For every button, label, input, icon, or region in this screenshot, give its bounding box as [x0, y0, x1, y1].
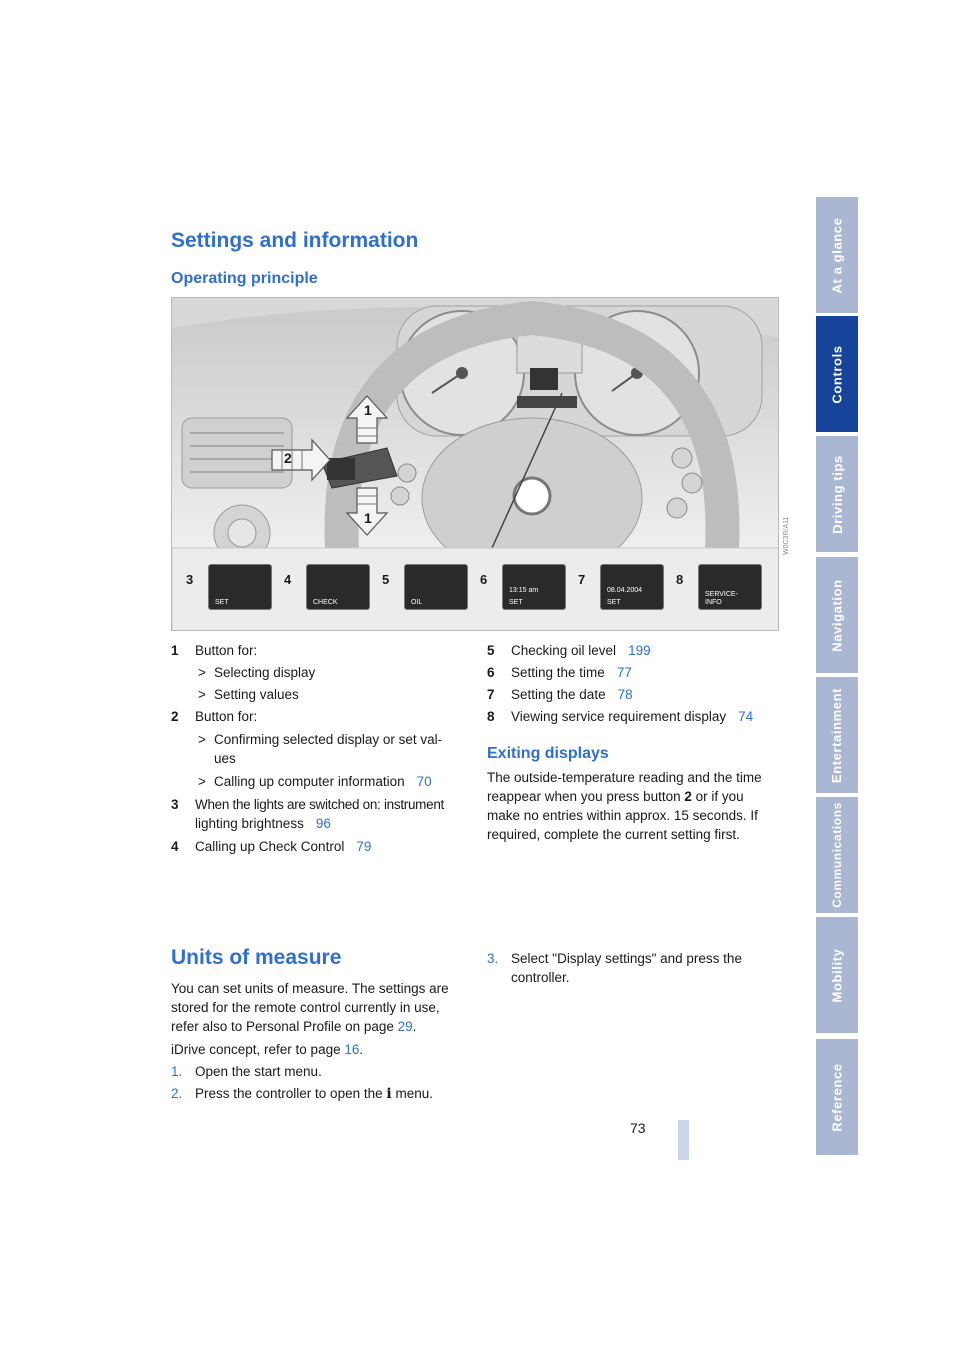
line: make no entries within approx. 15 seconds. If	[487, 808, 758, 823]
item-number: 4	[171, 839, 179, 854]
tab-label: Controls	[829, 344, 845, 404]
tab-mobility[interactable]	[816, 917, 858, 1035]
tab-label: Driving tips	[829, 454, 845, 534]
item-text: Setting the time	[511, 665, 605, 680]
panel-number: 5	[382, 572, 390, 587]
exiting-paragraph	[487, 768, 787, 844]
tab-label: Navigation	[829, 578, 845, 652]
panel-label: CHECK	[313, 599, 338, 606]
panel-5	[382, 564, 470, 619]
step-text-cont: controller.	[511, 970, 570, 985]
panel-screen-text: 13:15 am	[509, 587, 539, 594]
tab-reference[interactable]	[816, 1039, 858, 1157]
tab-at-a-glance[interactable]	[816, 197, 858, 315]
callout-1-top: 1	[364, 402, 372, 418]
line: reappear when you press button	[487, 789, 685, 804]
legend-item-8	[487, 706, 787, 728]
units-paragraph	[171, 979, 471, 1036]
legend-left-column	[171, 640, 471, 858]
line: required, complete the current setting first.	[487, 827, 740, 842]
tab-entertainment[interactable]	[816, 677, 858, 795]
item-number: 8	[487, 709, 495, 724]
step-1	[171, 1061, 471, 1083]
item-text: Checking oil level	[511, 643, 617, 658]
info-menu-icon: i	[386, 1086, 392, 1102]
section-title-settings: Settings and information	[171, 229, 419, 252]
step-number: 1.	[171, 1064, 183, 1079]
panel-7	[578, 564, 666, 619]
line: You can set units of measure. The settings are	[171, 981, 449, 996]
legend-item-1	[171, 640, 471, 662]
panel-3	[186, 564, 274, 619]
bullet-mark: >	[198, 774, 206, 789]
item-number: 2	[171, 709, 179, 724]
section-title-units: Units of measure	[171, 946, 342, 969]
bullet-text: Setting values	[214, 687, 299, 702]
page-ref-link[interactable]: 70	[416, 774, 432, 789]
units-steps	[171, 1061, 471, 1105]
step-text: Select "Display settings" and press the	[511, 951, 742, 966]
panel-4	[284, 564, 372, 619]
page-ref-link[interactable]: 199	[628, 643, 651, 658]
bullet	[171, 771, 471, 793]
line: or if you	[691, 789, 744, 804]
line: .	[359, 1042, 364, 1057]
item-text: Setting the date	[511, 687, 606, 702]
tab-label: Entertainment	[829, 687, 845, 783]
tab-driving-tips[interactable]	[816, 436, 858, 554]
dashboard-illustration	[171, 297, 779, 631]
item-number: 3	[171, 797, 179, 812]
line: .	[412, 1019, 417, 1034]
bullet	[171, 662, 471, 684]
panel-screen	[600, 564, 664, 610]
subsection-title-exiting-displays: Exiting displays	[487, 745, 609, 762]
panel-number: 7	[578, 572, 586, 587]
item-number: 5	[487, 643, 495, 658]
step-text: menu.	[391, 1086, 433, 1101]
panel-screen	[404, 564, 468, 610]
item-text: Button for:	[195, 643, 258, 658]
callout-1-bottom: 1	[364, 510, 372, 526]
panel-screen	[502, 564, 566, 610]
legend-item-3	[171, 793, 471, 833]
legend-item-6	[487, 662, 787, 684]
item-number: 6	[487, 665, 495, 680]
step-text: Open the start menu.	[195, 1064, 322, 1079]
line: refer also to Personal Profile on page	[171, 1019, 398, 1034]
line: iDrive concept, refer to page	[171, 1042, 345, 1057]
display-panel-row	[172, 554, 779, 624]
idrive-paragraph	[171, 1040, 471, 1059]
legend-item-2	[171, 706, 471, 728]
panel-number: 8	[676, 572, 684, 587]
tab-navigation[interactable]	[816, 557, 858, 675]
panel-label: SET	[607, 599, 621, 606]
tab-communications[interactable]	[816, 797, 858, 915]
bullet	[171, 684, 471, 706]
item-text: Viewing service requirement display	[511, 709, 727, 724]
panel-screen	[208, 564, 272, 610]
panel-screen	[306, 564, 370, 610]
bullet	[171, 728, 471, 768]
step-number: 3.	[487, 951, 499, 966]
page-ref-link[interactable]: 74	[738, 709, 754, 724]
tab-label: Mobility	[829, 948, 845, 1002]
chapter-tabs	[816, 197, 858, 1160]
tab-label: Communications	[830, 802, 844, 908]
page-ref-link[interactable]: 16	[344, 1042, 360, 1057]
panel-screen-text: 08.04.2004	[607, 587, 643, 594]
units-steps-right	[487, 949, 787, 987]
panel-6	[480, 564, 568, 619]
bullet-text: Selecting display	[214, 665, 316, 680]
bullet-mark: >	[198, 665, 206, 680]
item-text-cont: lighting brightness	[195, 816, 304, 831]
panel-label: SERVICE- INFO	[705, 591, 738, 606]
button-ref: 2	[684, 789, 692, 804]
bullet-text: Calling up computer information	[214, 774, 405, 789]
legend-item-5	[487, 640, 787, 662]
subsection-title-operating-principle: Operating principle	[171, 270, 318, 287]
panel-8	[676, 564, 764, 619]
step-number: 2.	[171, 1086, 183, 1101]
panel-number: 6	[480, 572, 488, 587]
item-number: 1	[171, 643, 179, 658]
legend-item-4	[171, 836, 471, 858]
bullet-mark: >	[198, 732, 206, 747]
tab-label: At a glance	[829, 217, 845, 293]
item-text: When the lights are switched on: instrument	[195, 797, 444, 812]
tab-label: Reference	[829, 1062, 845, 1132]
panel-number: 3	[186, 572, 194, 587]
line: The outside-temperature reading and the time	[487, 770, 762, 785]
page-ref-link[interactable]: 77	[616, 665, 632, 680]
bullet-text-cont: ues	[214, 751, 236, 766]
panel-label: OIL	[411, 599, 423, 606]
page-number: 73	[630, 1120, 646, 1136]
page-ref-link[interactable]: 79	[356, 839, 372, 854]
bullet-mark: >	[198, 687, 206, 702]
page-ref-link[interactable]: 96	[315, 816, 331, 831]
page-ref-link[interactable]: 78	[617, 687, 633, 702]
step-2	[171, 1083, 471, 1105]
item-number: 7	[487, 687, 495, 702]
panel-screen	[698, 564, 762, 610]
line: stored for the remote control currently in use,	[171, 1000, 440, 1015]
step-text: Press the controller to open the	[195, 1086, 387, 1101]
page-number-bar	[678, 1120, 689, 1160]
legend-item-7	[487, 684, 787, 706]
bullet-text: Confirming selected display or set val-	[214, 732, 443, 747]
legend-right-column	[487, 640, 787, 728]
item-text: Calling up Check Control	[195, 839, 345, 854]
step-3	[487, 949, 787, 987]
item-text: Button for:	[195, 709, 258, 724]
page-ref-link[interactable]: 29	[397, 1019, 413, 1034]
callout-2: 2	[284, 450, 292, 466]
panel-label: SET	[509, 599, 523, 606]
panel-number: 4	[284, 572, 292, 587]
tab-controls[interactable]	[816, 316, 858, 434]
figure-code: W0C3R/A11	[783, 516, 790, 555]
panel-label: SET	[215, 599, 229, 606]
